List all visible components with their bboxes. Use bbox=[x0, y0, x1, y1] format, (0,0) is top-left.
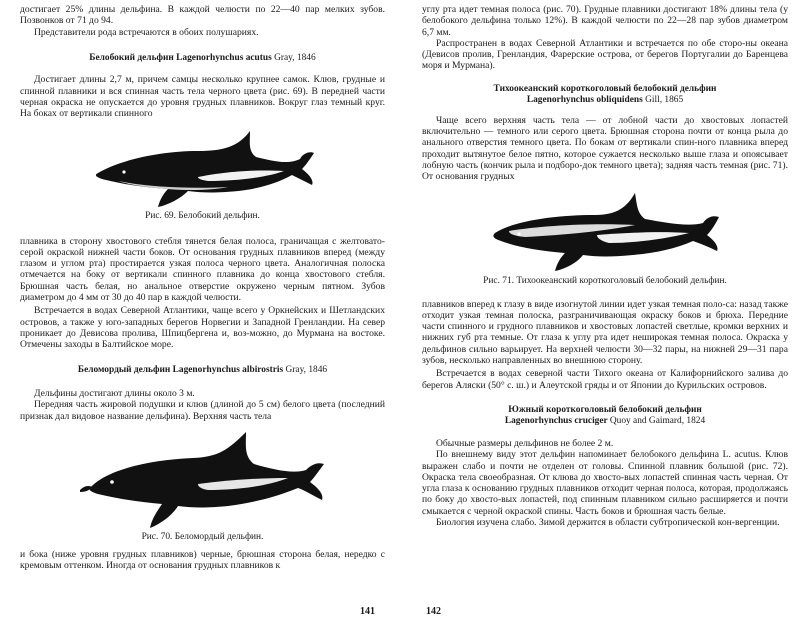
figure-caption-71: Рис. 71. Тихоокеанский короткоголовый белобокий дельфин. bbox=[483, 275, 727, 286]
paragraph: Обычные размеры дельфинов не более 2 м. bbox=[436, 437, 614, 449]
species-name: Беломордый дельфин Lagenorhynchus albirostris bbox=[77, 364, 284, 375]
species-heading-albirostris bbox=[20, 365, 385, 377]
species-heading-cruciger bbox=[422, 405, 788, 428]
species-latin: Lagenorhynchus obliquidens bbox=[526, 95, 643, 106]
paragraph: Чаще всего верхняя часть тела — от лобной части до хвостовых лопастей включительно — темного или серого цвета. Брюшная сторона почти от конца рыла до анального отверстия темного цвета. По бокам от вертикали спин-ного плавника вперед проходит вытянутое белое пятно, которое сужается несколько выше глаза и опоясывает лобную часть (кончик рыла и подборо-док темного цвета); задняя часть темная (рис. 71). От основания грудных bbox=[422, 114, 788, 183]
paragraph: По внешнему виду этот дельфин напоминает белобокого дельфина L. acutus. Клюв выражен слабо и почти не отделен от головы. Спинной плавник большой (рис. 72). Окраска тела своеобразная. От клюва до хвосто-вых лопастей спинная часть черная. От угла глаза к основанию грудных плавников отходит черная полоса, которая, продолжаясь по боку до хвосто-вых лопастей, под спинным плавником сильно расширяется и почти смыкается с черной окраской спины. Часть боков и брюшная часть белые. bbox=[422, 449, 788, 517]
species-author: Gill, 1865 bbox=[645, 95, 684, 106]
page-number: 141 bbox=[360, 606, 375, 617]
figure-caption-70: Рис. 70. Беломордый дельфин. bbox=[141, 531, 264, 542]
species-author: Quoy and Gaimard, 1824 bbox=[609, 416, 706, 427]
figure-caption-69: Рис. 69. Белобокий дельфин. bbox=[145, 210, 260, 221]
paragraph: Встречается в водах северной части Тихого океана от Калифорнийского залива до берегов Аляски (50° с. ш.) и Алеутской гряды и от Японии до Курильских островов. bbox=[422, 368, 788, 391]
paragraph: углу рта идет темная полоса (рис. 70). Грудные плавники достигают 18% длины тела (у белобокого дельфина только 12%). В каждой челюсти по 22—28 пар зубов диаметром 6,7 мм. bbox=[422, 4, 788, 38]
paragraph: Достигает длины 2,7 м, причем самцы несколько крупнее самок. Клюв, грудные и спинной плавники и вся спинная часть тела черного цвета (рис. 69). В передней части черная окраска не опускается до уровня грудных плавников. Вокруг глаз темный круг. На боках от вертикали спинного bbox=[20, 74, 385, 120]
species-name: Южный короткоголовый белобокий дельфин bbox=[508, 404, 702, 415]
species-heading-obliquidens bbox=[422, 84, 788, 107]
paragraph: достигает 25% длины дельфина. В каждой челюсти по 22—40 пар мелких зубов. Позвонков от 71 до 94. bbox=[20, 4, 385, 27]
paragraph: плавника в сторону хвостового стебля тянется белая полоса, граничащая с желтовато-серой окраской нижней части боков. От основания грудных плавников вперед (между глазом и углом рта) простирается узкая полоса черного цвета. Аналогичная полоска отмечается на боку от вертикали спинного плавника до конца хвостового стебля. Брюшная часть белая, но анальное отверстие окружено черным пятном. Зубов диаметром до 4 мм от 30 до 40 пар в каждой челюсти. bbox=[20, 235, 385, 304]
species-name: Белобокий дельфин Lagenorhynchus acutus bbox=[89, 52, 272, 63]
paragraph: и бока (ниже уровня грудных плавников) черные, брюшная сторона белая, нередко с кремовым оттенком. Иногда от основания грудных плавников к bbox=[20, 548, 385, 572]
paragraph: Биология изучена слабо. Зимой держится в области субтропической кон-вергенции. bbox=[436, 517, 780, 529]
species-author: Gray, 1846 bbox=[285, 364, 328, 375]
paragraph: Передняя часть жировой подушки и клюв (длиной до 5 см) белого цвета (последний признак дал видовое название дельфина). Верхняя часть тела bbox=[20, 399, 385, 422]
page-142 bbox=[422, 0, 788, 631]
page-141 bbox=[20, 0, 385, 631]
page-number: 142 bbox=[426, 606, 441, 617]
paragraph: плавников вперед к глазу в виде изогнутой линии идет узкая темная поло-са: назад также отходит узкая темная полоска, разграничивающая окраску боков и брюха. Передние части спинного и грудного плавников и хвостовых лопастей светлые, кромки верхних и нижних губ рта темные. От глаза к углу рта идет неширокая темная полоса. Окраска у дельфинов сильно варьирует. На верхней челюсти 30—32 пары, на нижней 29—31 пара зубов, несколько направленных во внешнюю сторону. bbox=[422, 298, 788, 367]
species-heading-acutus bbox=[20, 53, 385, 65]
species-author: Gray, 1846 bbox=[274, 52, 316, 63]
paragraph: Представители рода встречаются в обоих полушариях. bbox=[34, 26, 259, 38]
white-beaked-dolphin-illustration bbox=[78, 430, 328, 530]
paragraph: Встречается в водах Северной Атлантики, чаще всего у Оркнейских и Шетландских островов, а также у юго-западных берегов Норвегии и Западной Гренландии. На север проникает до Девисова пролива, Шпицбергена и, воз-можно, до Мурмана на востоке. Отмечены заходы в Балтийское море. bbox=[20, 305, 385, 351]
paragraph: Распространен в водах Северной Атлантики и встречается по обе сторо-ны океана (Девисов пролив, Гренландия, Фарерские острова, от берегов Португалии до Баренцева моря и Мурмана). bbox=[422, 37, 788, 72]
atlantic-white-sided-dolphin-illustration bbox=[88, 129, 318, 209]
species-name: Тихоокеанский короткоголовый белобокий дельфин bbox=[493, 83, 717, 94]
species-latin: Lagenorhynchus cruciger bbox=[504, 416, 608, 427]
paragraph: Дельфины достигают длины около 3 м. bbox=[34, 388, 195, 400]
pacific-white-sided-dolphin-illustration bbox=[485, 189, 725, 274]
